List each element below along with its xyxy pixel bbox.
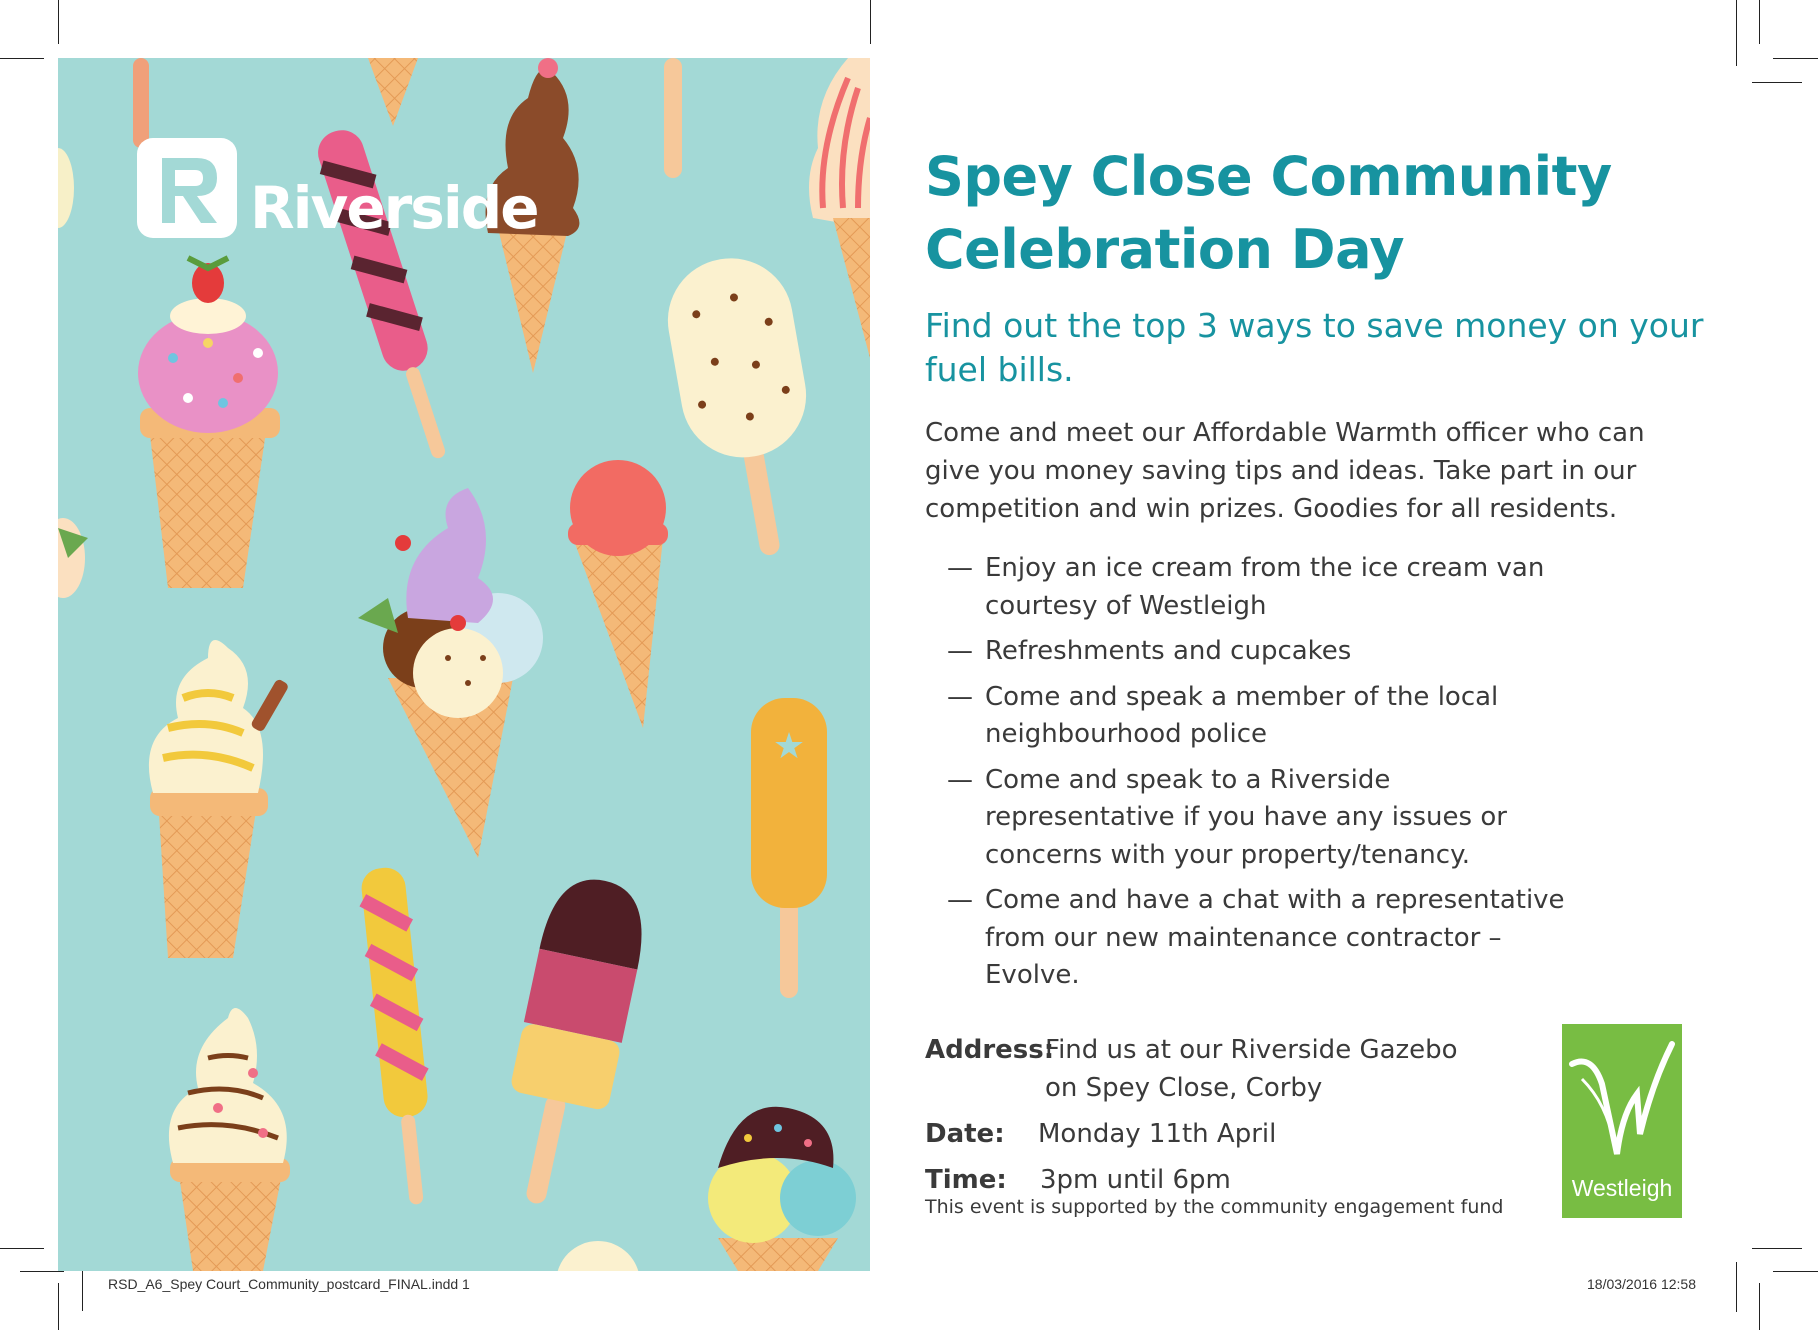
- crop-mark: [1759, 0, 1760, 44]
- list-item: — Refreshments and cupcakes: [947, 633, 1587, 671]
- slug-filename: RSD_A6_Spey Court_Community_postcard_FINAL.indd 1: [108, 1276, 470, 1292]
- riverside-wordmark: Riverside: [250, 174, 538, 242]
- event-subtitle: Find out the top 3 ways to save money on your fuel bills.: [925, 306, 1704, 389]
- crop-mark: [1736, 0, 1737, 66]
- svg-text:★: ★: [772, 726, 806, 767]
- time-value: 3pm until 6pm: [1040, 1164, 1231, 1195]
- strawberry-partial-icon: [58, 518, 88, 598]
- scoop-icon: [58, 148, 74, 228]
- list-item: — Enjoy an ice cream from the ice cream van courtesy of Westleigh: [947, 550, 1587, 625]
- list-item: — Come and speak to a Riverside representative if you have any issues or concerns with your property/tenancy.: [947, 762, 1587, 875]
- address-label: Address:: [925, 1034, 1055, 1065]
- crop-mark: [58, 0, 59, 44]
- riverside-r-icon: [137, 138, 237, 238]
- red-scoop-cone-icon: [568, 460, 668, 728]
- lolly-icon: [664, 58, 682, 178]
- ice-cream-illustration-panel: [58, 58, 870, 1271]
- multi-scoop-cone-icon: [358, 488, 543, 858]
- intro-paragraph: Come and meet our Affordable Warmth officer who can give you money saving tips and ideas. Take part in our competition and win prizes. Goodies for all residents.: [925, 418, 1645, 524]
- crop-mark: [1752, 1248, 1802, 1249]
- hearts-soft-serve-icon: [169, 1008, 290, 1271]
- dash-bullet: —: [947, 885, 973, 915]
- crop-mark: [1773, 58, 1818, 59]
- cone-icon: [368, 58, 418, 126]
- address-line-1: Find us at our Riverside Gazebo: [1045, 1034, 1458, 1065]
- crop-mark: [1736, 1262, 1737, 1312]
- crop-mark: [0, 58, 44, 59]
- crop-mark: [1773, 1271, 1818, 1272]
- time-label: Time:: [925, 1164, 1007, 1195]
- westleigh-wordmark: Westleigh: [1571, 1175, 1673, 1201]
- orange-star-lolly-icon: [751, 698, 827, 998]
- dash-bullet: —: [947, 553, 973, 583]
- list-item: — Come and speak a member of the local neighbourhood police: [947, 679, 1587, 754]
- strawberry-swirl-icon: [809, 58, 870, 358]
- yellow-swirl-cone-icon: [149, 640, 290, 958]
- dash-bullet: —: [947, 636, 973, 666]
- crop-mark: [870, 0, 871, 44]
- activities-list: [947, 550, 1587, 995]
- twist-rainbow-lolly-icon: [360, 866, 439, 1207]
- crop-mark: [82, 1271, 83, 1311]
- list-item: — Come and have a chat with a representative from our new maintenance contractor – Evolve.: [947, 882, 1587, 995]
- date-value: Monday 11th April: [1038, 1118, 1277, 1149]
- slug-timestamp: 18/03/2016 12:58: [1587, 1276, 1696, 1292]
- chocolate-chip-lolly-icon: [658, 249, 833, 566]
- crop-mark: [0, 1248, 44, 1249]
- crop-mark: [1752, 82, 1802, 83]
- date-label: Date:: [925, 1118, 1005, 1149]
- pink-scoop-cone-icon: [138, 258, 280, 588]
- crop-mark: [1759, 1283, 1760, 1330]
- crop-mark: [20, 1271, 64, 1272]
- crop-mark: [58, 1283, 59, 1330]
- funding-footnote: This event is supported by the community engagement fund: [925, 1196, 1504, 1218]
- dash-bullet: —: [947, 764, 973, 795]
- westleigh-logo: [1562, 1024, 1682, 1218]
- chocolate-raspberry-lolly-icon: [488, 870, 654, 1214]
- double-scoop-cone-icon: [708, 1107, 856, 1271]
- event-title: Spey Close Community Celebration Day: [925, 145, 1612, 281]
- westleigh-w-icon: [1562, 1024, 1682, 1174]
- sprinkle-scoop-icon: [556, 1241, 640, 1271]
- dash-bullet: —: [947, 681, 973, 712]
- address-line-2: on Spey Close, Corby: [1045, 1072, 1323, 1103]
- lolly-icon: [133, 58, 149, 148]
